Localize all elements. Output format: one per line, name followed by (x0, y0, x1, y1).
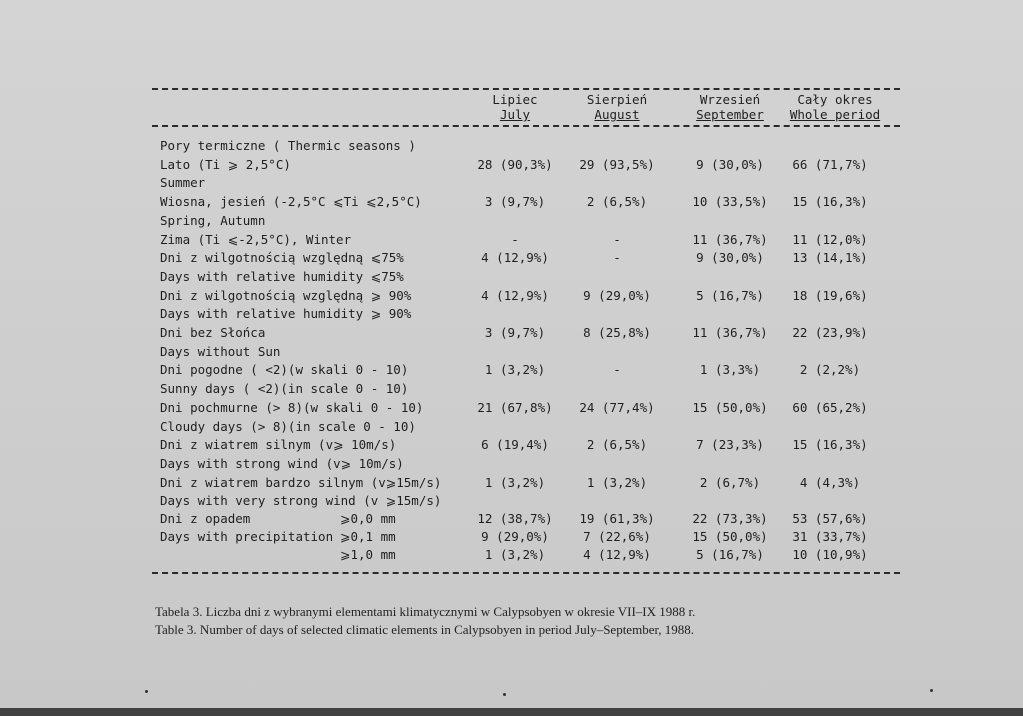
table-row (0, 475, 1023, 493)
table-row (0, 325, 1023, 343)
cell-july: 12 (38,7%) (477, 511, 553, 526)
col-header-en: September (696, 107, 764, 122)
row-label: Dni z wilgotnością względną ⩽75% (160, 250, 404, 266)
cell-whole-period: 10 (10,9%) (792, 547, 868, 562)
table-row (0, 175, 1023, 193)
cell-september: 15 (50,0%) (692, 529, 768, 544)
cell-september: 11 (36,7%) (692, 231, 768, 247)
caption-pl: Tabela 3. Liczba dni z wybranymi elementami klimatycznymi w Calypsobyen w okresie VII–IX 1988 r. (155, 604, 696, 619)
table-row (0, 362, 1023, 380)
col-header-pl: Cały okres (797, 92, 873, 107)
table-row (0, 381, 1023, 399)
table-row (0, 213, 1023, 231)
cell-whole-period: 18 (19,6%) (792, 287, 868, 303)
cell-august: - (613, 362, 621, 378)
precip-threshold: ⩾0,1 mm (340, 529, 396, 544)
cell-august: 7 (22,6%) (583, 529, 651, 544)
cell-whole-period: 15 (16,3%) (792, 194, 868, 210)
col-header-pl: Sierpień (586, 92, 648, 107)
cell-whole-period: 31 (33,7%) (792, 529, 868, 544)
cell-whole-period: 4 (4,3%) (799, 474, 861, 490)
col-header-september (685, 92, 775, 122)
row-label: Pory termiczne ( Thermic seasons ) (160, 138, 416, 153)
col-header-en: August (594, 107, 640, 122)
cell-august: - (613, 231, 621, 247)
cell-august: 19 (61,3%) (579, 511, 655, 526)
cell-whole-period: 11 (12,0%) (792, 231, 868, 247)
col-header-en: Whole period (789, 107, 881, 122)
precip-threshold: ⩾0,0 mm (340, 511, 396, 526)
table-row (0, 288, 1023, 306)
cell-july: 28 (90,3%) (477, 156, 553, 172)
cell-september: 15 (50,0%) (692, 399, 768, 415)
cell-august: 2 (6,5%) (586, 194, 648, 210)
row-label: Sunny days ( <2)(in scale 0 - 10) (160, 381, 409, 397)
cell-july: 1 (3,2%) (484, 547, 546, 562)
cell-july: - (511, 231, 519, 247)
cell-whole-period: 13 (14,1%) (792, 250, 868, 266)
cell-whole-period: 2 (2,2%) (799, 362, 861, 378)
scan-bottom-edge (0, 708, 1023, 716)
cell-september: 5 (16,7%) (696, 287, 764, 303)
cell-september: 22 (73,3%) (692, 511, 768, 526)
col-header-august (572, 92, 662, 122)
cell-september: 5 (16,7%) (696, 547, 764, 562)
cell-september: 11 (36,7%) (692, 325, 768, 340)
cell-september: 9 (30,0%) (696, 250, 764, 266)
cell-july: 1 (3,2%) (484, 362, 546, 378)
row-label: Dni pogodne ( <2)(w skali 0 - 10) (160, 362, 409, 378)
cell-august: 29 (93,5%) (579, 156, 655, 172)
row-label: Days with strong wind (v⩾ 10m/s) (160, 455, 404, 471)
col-header-pl: Wrzesień (699, 92, 761, 107)
precip-label-en: Days with precipitation (160, 529, 334, 544)
row-label: Lato (Ti ⩾ 2,5°C) (160, 156, 291, 172)
table-row (0, 250, 1023, 268)
row-label: Days with relative humidity ⩾ 90% (160, 306, 412, 322)
scan-speck (145, 690, 148, 693)
cell-july: 1 (3,2%) (484, 474, 546, 490)
precip-label-pl: Dni z opadem (160, 511, 251, 526)
cell-august: 4 (12,9%) (583, 547, 651, 562)
cell-july: 4 (12,9%) (481, 250, 549, 266)
cell-august: 9 (29,0%) (583, 287, 651, 303)
row-label: Summer (160, 175, 206, 191)
row-label: Dni z wilgotnością względną ⩾ 90% (160, 287, 412, 303)
row-label: Days with relative humidity ⩽75% (160, 268, 404, 284)
header-rule (152, 125, 900, 127)
table-row (0, 194, 1023, 212)
top-rule (152, 88, 900, 90)
scan-speck (930, 689, 933, 692)
cell-september: 2 (6,7%) (699, 474, 761, 490)
scan-speck (503, 693, 506, 696)
cell-july: 3 (9,7%) (484, 325, 546, 340)
table-row (0, 437, 1023, 455)
row-label: Days without Sun (160, 343, 281, 359)
table-row-precip-1 (0, 511, 1023, 529)
table-row-precip-2 (0, 529, 1023, 547)
cell-whole-period: 66 (71,7%) (792, 156, 868, 172)
table-row (0, 419, 1023, 437)
table-row (0, 138, 1023, 156)
cell-whole-period: 15 (16,3%) (792, 437, 868, 453)
col-header-july (470, 92, 560, 122)
cell-july: 4 (12,9%) (481, 287, 549, 303)
cell-august: 2 (6,5%) (586, 437, 648, 453)
row-label: Wiosna, jesień (-2,5°C ⩽Ti ⩽2,5°C) (160, 194, 422, 210)
cell-august: - (613, 250, 621, 266)
cell-whole-period: 22 (23,9%) (792, 325, 868, 340)
cell-september: 9 (30,0%) (696, 156, 764, 172)
bottom-rule (152, 572, 900, 574)
table-row (0, 232, 1023, 250)
table-row (0, 157, 1023, 175)
cell-september: 7 (23,3%) (696, 437, 764, 453)
table-row-precip-3 (0, 547, 1023, 565)
table-row (0, 493, 1023, 511)
col-header-en: July (499, 107, 531, 122)
precip-threshold: ⩾1,0 mm (340, 547, 396, 562)
row-label: Dni z wiatrem bardzo silnym (v⩾15m/s) (160, 474, 442, 490)
cell-august: 1 (3,2%) (586, 474, 648, 490)
cell-whole-period: 53 (57,6%) (792, 511, 868, 526)
col-header-pl: Lipiec (492, 92, 538, 107)
table-row (0, 456, 1023, 474)
caption-en: Table 3. Number of days of selected climatic elements in Calypsobyen in period July–September, 1988. (155, 622, 695, 637)
table-row (0, 269, 1023, 287)
table-row (0, 400, 1023, 418)
cell-august: 24 (77,4%) (579, 399, 655, 415)
cell-july: 21 (67,8%) (477, 399, 553, 415)
col-header-whole-period (785, 92, 885, 122)
cell-july: 3 (9,7%) (484, 194, 546, 210)
cell-september: 10 (33,5%) (692, 194, 768, 210)
row-label: Dni pochmurne (> 8)(w skali 0 - 10) (160, 399, 424, 415)
cell-august: 8 (25,8%) (583, 325, 651, 340)
cell-september: 1 (3,3%) (699, 362, 761, 378)
row-label: Spring, Autumn (160, 212, 266, 228)
row-label: Days with very strong wind (v ⩾15m/s) (160, 493, 442, 509)
cell-july: 6 (19,4%) (481, 437, 549, 453)
cell-july: 9 (29,0%) (481, 529, 549, 544)
row-label: Zima (Ti ⩽-2,5°C), Winter (160, 231, 352, 247)
table-row (0, 344, 1023, 362)
row-label: Dni bez Słońca (160, 325, 266, 340)
row-label: Dni z wiatrem silnym (v⩾ 10m/s) (160, 437, 397, 453)
table-row (0, 306, 1023, 324)
cell-whole-period: 60 (65,2%) (792, 399, 868, 415)
row-label: Cloudy days (> 8)(in scale 0 - 10) (160, 418, 416, 434)
